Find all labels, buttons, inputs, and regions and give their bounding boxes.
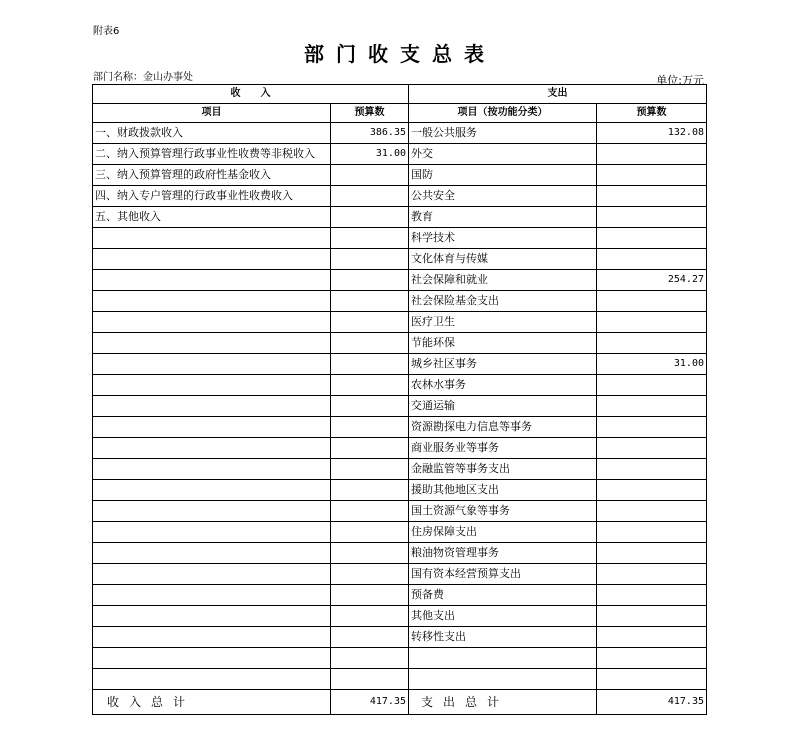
- income-item-cell: [93, 585, 331, 606]
- table-row: [93, 144, 707, 165]
- expense-item-cell: 社会保障和就业: [409, 270, 597, 291]
- expense-amount-cell: 132.08: [597, 123, 707, 144]
- income-item-cell: [93, 438, 331, 459]
- expense-item-cell: 公共安全: [409, 186, 597, 207]
- budget-table: [92, 84, 707, 715]
- income-amount-cell: [331, 186, 409, 207]
- income-amount-cell: [331, 354, 409, 375]
- expense-amount-cell: [597, 207, 707, 228]
- department-name: 部门名称：金山办事处: [93, 72, 193, 83]
- table-row: [93, 522, 707, 543]
- expense-amount-cell: [597, 396, 707, 417]
- income-item-cell: [93, 480, 331, 501]
- expense-item-cell: [409, 669, 597, 690]
- expense-amount-cell: [597, 627, 707, 648]
- expense-amount-cell: [597, 522, 707, 543]
- expense-item-cell: 住房保障支出: [409, 522, 597, 543]
- income-item-cell: [93, 396, 331, 417]
- income-amount-cell: [331, 207, 409, 228]
- income-amount-cell: [331, 312, 409, 333]
- expense-item-cell: 预备费: [409, 585, 597, 606]
- income-amount-cell: [331, 270, 409, 291]
- table-row: [93, 186, 707, 207]
- column-header-expense-amount: 预算数: [597, 104, 707, 123]
- table-row: [93, 627, 707, 648]
- income-amount-cell: [331, 228, 409, 249]
- income-item-cell: 一、财政拨款收入: [93, 123, 331, 144]
- expense-amount-cell: [597, 333, 707, 354]
- income-item-cell: [93, 291, 331, 312]
- table-row: [93, 480, 707, 501]
- income-amount-cell: [331, 669, 409, 690]
- table-row: [93, 207, 707, 228]
- income-item-cell: [93, 459, 331, 480]
- table-row: [93, 438, 707, 459]
- expense-item-cell: 援助其他地区支出: [409, 480, 597, 501]
- expense-item-cell: 金融监管等事务支出: [409, 459, 597, 480]
- income-total-value: 417.35: [331, 690, 409, 715]
- expense-amount-cell: [597, 417, 707, 438]
- income-item-cell: [93, 354, 331, 375]
- income-item-cell: [93, 228, 331, 249]
- expense-item-cell: [409, 648, 597, 669]
- table-row: [93, 585, 707, 606]
- income-item-cell: 三、纳入预算管理的政府性基金收入: [93, 165, 331, 186]
- income-amount-cell: [331, 585, 409, 606]
- income-item-cell: 五、其他收入: [93, 207, 331, 228]
- expense-amount-cell: [597, 228, 707, 249]
- expense-item-cell: 粮油物资管理事务: [409, 543, 597, 564]
- income-item-cell: [93, 669, 331, 690]
- expense-item-cell: 资源勘探电力信息等事务: [409, 417, 597, 438]
- column-header-income-item: 项目: [93, 104, 331, 123]
- income-amount-cell: [331, 375, 409, 396]
- expense-amount-cell: [597, 585, 707, 606]
- income-item-cell: [93, 606, 331, 627]
- table-row: [93, 417, 707, 438]
- income-item-cell: 二、纳入预算管理行政事业性收费等非税收入: [93, 144, 331, 165]
- expense-item-cell: 教育: [409, 207, 597, 228]
- expense-item-cell: 商业服务业等事务: [409, 438, 597, 459]
- income-item-cell: [93, 417, 331, 438]
- expense-item-cell: 国防: [409, 165, 597, 186]
- income-item-cell: [93, 543, 331, 564]
- income-amount-cell: 386.35: [331, 123, 409, 144]
- table-row: [93, 270, 707, 291]
- expense-amount-cell: [597, 438, 707, 459]
- income-item-cell: [93, 522, 331, 543]
- income-total-label: 收入总计: [93, 690, 331, 715]
- table-row: [93, 375, 707, 396]
- unit-label: 单位:万元: [656, 74, 704, 87]
- expense-item-cell: 国土资源气象等事务: [409, 501, 597, 522]
- column-header-expense-item: 项目（按功能分类）: [409, 104, 597, 123]
- income-item-cell: [93, 249, 331, 270]
- income-item-cell: [93, 270, 331, 291]
- table-row: [93, 228, 707, 249]
- table-row: [93, 501, 707, 522]
- expense-item-cell: 城乡社区事务: [409, 354, 597, 375]
- income-item-cell: [93, 501, 331, 522]
- income-amount-cell: [331, 417, 409, 438]
- expense-amount-cell: [597, 480, 707, 501]
- table-row: [93, 123, 707, 144]
- income-amount-cell: [331, 291, 409, 312]
- table-row: [93, 606, 707, 627]
- expense-item-cell: 社会保险基金支出: [409, 291, 597, 312]
- income-amount-cell: 31.00: [331, 144, 409, 165]
- expense-item-cell: 外交: [409, 144, 597, 165]
- income-amount-cell: [331, 648, 409, 669]
- table-row: [93, 165, 707, 186]
- expense-amount-cell: 254.27: [597, 270, 707, 291]
- expense-amount-cell: 31.00: [597, 354, 707, 375]
- annex-label: 附表6: [93, 26, 120, 37]
- table-row: [93, 291, 707, 312]
- expense-item-cell: 农林水事务: [409, 375, 597, 396]
- income-amount-cell: [331, 438, 409, 459]
- income-item-cell: 四、纳入专户管理的行政事业性收费收入: [93, 186, 331, 207]
- income-item-cell: [93, 648, 331, 669]
- expense-amount-cell: [597, 564, 707, 585]
- expense-amount-cell: [597, 669, 707, 690]
- income-item-cell: [93, 333, 331, 354]
- column-header-row: [93, 104, 707, 123]
- expense-item-cell: 一般公共服务: [409, 123, 597, 144]
- table-row: [93, 249, 707, 270]
- income-amount-cell: [331, 564, 409, 585]
- income-amount-cell: [331, 165, 409, 186]
- expense-amount-cell: [597, 459, 707, 480]
- expense-amount-cell: [597, 144, 707, 165]
- table-row: [93, 354, 707, 375]
- totals-row: [93, 690, 707, 715]
- income-amount-cell: [331, 501, 409, 522]
- expense-amount-cell: [597, 165, 707, 186]
- expense-section-header: 支出: [409, 85, 707, 104]
- expense-amount-cell: [597, 291, 707, 312]
- expense-amount-cell: [597, 249, 707, 270]
- expense-item-cell: 国有资本经营预算支出: [409, 564, 597, 585]
- expense-item-cell: 节能环保: [409, 333, 597, 354]
- income-section-header: 收 入: [93, 85, 409, 104]
- expense-amount-cell: [597, 501, 707, 522]
- expense-item-cell: 文化体育与传媒: [409, 249, 597, 270]
- income-amount-cell: [331, 543, 409, 564]
- expense-amount-cell: [597, 375, 707, 396]
- table-row: [93, 459, 707, 480]
- expense-amount-cell: [597, 543, 707, 564]
- income-amount-cell: [331, 480, 409, 501]
- income-amount-cell: [331, 522, 409, 543]
- income-item-cell: [93, 564, 331, 585]
- income-amount-cell: [331, 396, 409, 417]
- expense-item-cell: 其他支出: [409, 606, 597, 627]
- section-header-row: [93, 85, 707, 104]
- expense-amount-cell: [597, 648, 707, 669]
- table-row: [93, 333, 707, 354]
- income-amount-cell: [331, 459, 409, 480]
- income-item-cell: [93, 312, 331, 333]
- expense-item-cell: 交通运输: [409, 396, 597, 417]
- table-row: [93, 543, 707, 564]
- table-row: [93, 312, 707, 333]
- income-amount-cell: [331, 249, 409, 270]
- expense-amount-cell: [597, 606, 707, 627]
- income-item-cell: [93, 627, 331, 648]
- expense-total-label: 支出总计: [409, 690, 597, 715]
- expense-amount-cell: [597, 186, 707, 207]
- expense-item-cell: 医疗卫生: [409, 312, 597, 333]
- expense-amount-cell: [597, 312, 707, 333]
- expense-item-cell: 转移性支出: [409, 627, 597, 648]
- table-row: [93, 564, 707, 585]
- income-item-cell: [93, 375, 331, 396]
- expense-item-cell: 科学技术: [409, 228, 597, 249]
- income-amount-cell: [331, 606, 409, 627]
- table-row: [93, 396, 707, 417]
- expense-total-value: 417.35: [597, 690, 707, 715]
- table-row: [93, 669, 707, 690]
- income-amount-cell: [331, 333, 409, 354]
- income-amount-cell: [331, 627, 409, 648]
- page-title: 部门收支总表: [304, 42, 496, 66]
- table-row: [93, 648, 707, 669]
- column-header-income-amount: 预算数: [331, 104, 409, 123]
